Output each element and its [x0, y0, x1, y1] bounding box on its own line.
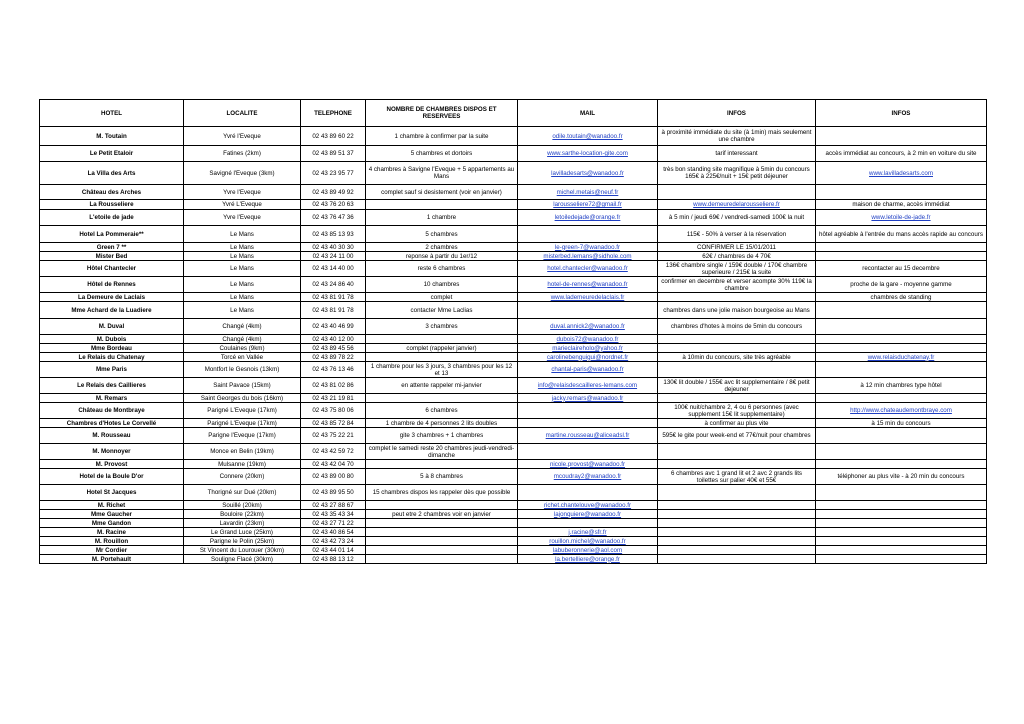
infos-2-cell: proche de la gare - moyenne gamme: [816, 277, 987, 293]
infos-1-cell: à 10min du concours, site très agréable: [658, 353, 816, 362]
infos-1-cell: [658, 537, 816, 546]
telephone-cell: 02 43 76 13 46: [301, 362, 366, 378]
header-hotel: HOTEL: [40, 100, 184, 127]
mail-cell[interactable]: michel.metais@neuf.fr: [518, 185, 658, 200]
infos-1-cell: [658, 335, 816, 344]
infos-1-cell: [658, 185, 816, 200]
chambres-cell: en attente rappeler mi-janvier: [366, 378, 518, 394]
telephone-cell: 02 43 75 22 21: [301, 428, 366, 444]
infos-2-cell: recontacter au 15 decembre: [816, 261, 987, 277]
localite-cell: Le Grand Luce (25km): [184, 528, 301, 537]
infos-1-cell: chambres d'hotes à moins de 5min du concours: [658, 319, 816, 335]
table-row: [40, 555, 987, 564]
hotel-name-cell: Château de Montbraye: [40, 403, 184, 419]
hotel-name-cell: La Villa des Arts: [40, 162, 184, 185]
chambres-cell: peut etre 2 chambres voir en janvier: [366, 510, 518, 519]
mail-cell[interactable]: lavilladesarts@wanadoo.fr: [518, 162, 658, 185]
infos-1-cell: confirmer en decembre et verser acompte 30% 119€ la chambre: [658, 277, 816, 293]
table-row: [40, 510, 987, 519]
infos-1-cell: chambres dans une jolie maison bourgeoise au Mans: [658, 302, 816, 319]
table-row: [40, 293, 987, 302]
mail-cell[interactable]: carolinebenguigui@nordnet.fr: [518, 353, 658, 362]
infos-1-cell: à confirmer au plus vite: [658, 419, 816, 428]
telephone-cell: 02 43 24 11 00: [301, 252, 366, 261]
infos-2-cell: [816, 319, 987, 335]
infos-1-cell: 100€ nuit/chambre 2, 4 ou 6 personnes (avec supplement 15€ lit supplementaire): [658, 403, 816, 419]
table-row: [40, 394, 987, 403]
mail-cell: [518, 444, 658, 460]
hotel-name-cell: M. Remars: [40, 394, 184, 403]
localite-cell: Le Mans: [184, 277, 301, 293]
chambres-cell: [366, 519, 518, 528]
mail-cell[interactable]: chantal-paris@wanadoo.fr: [518, 362, 658, 378]
chambres-cell: 5 à 8 chambres: [366, 469, 518, 485]
hotel-name-cell: M. Portehault: [40, 555, 184, 564]
chambres-cell: [366, 335, 518, 344]
localite-cell: Saint Pavace (15km): [184, 378, 301, 394]
telephone-cell: 02 43 85 72 84: [301, 419, 366, 428]
chambres-cell: reponse à partir du 1er/12: [366, 252, 518, 261]
chambres-cell: gite 3 chambres + 1 chambres: [366, 428, 518, 444]
chambres-cell: complet le samedi reste 20 chambres jeudi-vendredi-dimanche: [366, 444, 518, 460]
mail-cell: [518, 403, 658, 419]
localite-cell: Parigné L'Eveque (17km): [184, 403, 301, 419]
header-infos-2: INFOS: [816, 100, 987, 127]
localite-cell: Saint Georges du bois (16km): [184, 394, 301, 403]
chambres-cell: [366, 394, 518, 403]
infos-1-cell: à proximité immédiate du site (à 1min) mais seulement une chambre: [658, 127, 816, 146]
table-row: [40, 185, 987, 200]
mail-cell[interactable]: dubois72@wanadoo.fr: [518, 335, 658, 344]
infos-1-cell: [658, 501, 816, 510]
infos-1-cell: 595€ le gite pour week-end et 77€/nuit pour chambres: [658, 428, 816, 444]
chambres-cell: [366, 528, 518, 537]
table-row: [40, 428, 987, 444]
header-mail: MAIL: [518, 100, 658, 127]
header-telephone: TELEPHONE: [301, 100, 366, 127]
table-row: [40, 200, 987, 210]
infos-2-cell: [816, 243, 987, 252]
telephone-cell: 02 43 40 30 30: [301, 243, 366, 252]
mail-cell[interactable]: j.racine@sfr.fr: [518, 528, 658, 537]
hotel-name-cell: M. Rouillon: [40, 537, 184, 546]
mail-cell: [518, 419, 658, 428]
telephone-cell: 02 43 88 13 12: [301, 555, 366, 564]
telephone-cell: 02 43 75 80 06: [301, 403, 366, 419]
table-row: [40, 335, 987, 344]
table-row: [40, 344, 987, 353]
hotel-name-cell: Chambres d'Hotes Le Corvellé: [40, 419, 184, 428]
localite-cell: Le Mans: [184, 226, 301, 243]
localite-cell: Yvre l'Eveque: [184, 185, 301, 200]
chambres-cell: 10 chambres: [366, 277, 518, 293]
localite-cell: Yvré L'Eveque: [184, 200, 301, 210]
infos-2-cell: accès immédiat au concours, à 2 min en voiture du site: [816, 146, 987, 162]
hotel-name-cell: Le Relais des Caillieres: [40, 378, 184, 394]
hotel-name-cell: Mme Gandon: [40, 519, 184, 528]
infos-1-cell: [658, 519, 816, 528]
hotel-name-cell: M. Rousseau: [40, 428, 184, 444]
infos-2-cell: [816, 185, 987, 200]
telephone-cell: 02 43 40 86 54: [301, 528, 366, 537]
localite-cell: Savigné l'Eveque (3km): [184, 162, 301, 185]
infos-2-cell: [816, 444, 987, 460]
telephone-cell: 02 43 81 91 78: [301, 293, 366, 302]
infos-1-cell: 136€ chambre single / 159€ double / 170€ chambre superieure / 215€ la suite: [658, 261, 816, 277]
localite-cell: Changé (4km): [184, 319, 301, 335]
header-chambres: NOMBRE DE CHAMBRES DISPOS ET RESERVEES: [366, 100, 518, 127]
table-row: [40, 444, 987, 460]
hotel-name-cell: M. Richet: [40, 501, 184, 510]
localite-cell: Le Mans: [184, 302, 301, 319]
infos-1-cell: 115€ - 50% à verser à la réservation: [658, 226, 816, 243]
infos-2-cell: à 15 min du concours: [816, 419, 987, 428]
mail-cell[interactable]: richet.chantelouve@wanadoo.fr: [518, 501, 658, 510]
table-row: [40, 127, 987, 146]
hotel-name-cell: Le Petit Etaloir: [40, 146, 184, 162]
infos-2-cell: [816, 252, 987, 261]
table-row: [40, 319, 987, 335]
infos-2-cell: maison de charme, accès immédiat: [816, 200, 987, 210]
infos-1-cell: [658, 510, 816, 519]
infos-1-cell: [658, 460, 816, 469]
infos-1-cell: [658, 528, 816, 537]
table-row: [40, 485, 987, 501]
chambres-cell: 1 chambre: [366, 210, 518, 226]
telephone-cell: 02 43 35 43 34: [301, 510, 366, 519]
infos-2-cell[interactable]: www.letoile-de-jade.fr: [816, 210, 987, 226]
hotel-name-cell: Hôtel de Rennes: [40, 277, 184, 293]
mail-cell[interactable]: labuberonnerie@aol.com: [518, 546, 658, 555]
table-row: [40, 537, 987, 546]
infos-2-cell: [816, 428, 987, 444]
header-localite: LOCALITE: [184, 100, 301, 127]
hotel-name-cell: Château des Arches: [40, 185, 184, 200]
infos-2-cell: [816, 394, 987, 403]
telephone-cell: 02 43 85 13 93: [301, 226, 366, 243]
infos-2-cell: [816, 460, 987, 469]
telephone-cell: 02 43 40 12 00: [301, 335, 366, 344]
infos-1-cell: tarif interessant: [658, 146, 816, 162]
table-row: [40, 302, 987, 319]
infos-1-cell: 6 chambres avc 1 grand lit et 2 avc 2 grands lits toilettes sur palier 40€ et 55€: [658, 469, 816, 485]
hotel-name-cell: M. Monnoyer: [40, 444, 184, 460]
chambres-cell: 1 chambre de 4 personnes 2 lits doubles: [366, 419, 518, 428]
hotel-table: [39, 99, 987, 564]
telephone-cell: 02 43 14 40 00: [301, 261, 366, 277]
infos-1-cell: à 5 min / jeudi 69€ / vendredi-samedi 100€ la nuit: [658, 210, 816, 226]
infos-2-cell: [816, 501, 987, 510]
mail-cell[interactable]: martine.rousseau@aliceadsl.fr: [518, 428, 658, 444]
infos-1-cell: [658, 394, 816, 403]
localite-cell: Parigné L'Eveque (17km): [184, 419, 301, 428]
hotel-name-cell: M. Racine: [40, 528, 184, 537]
header-row: [40, 100, 987, 127]
mail-cell: [518, 485, 658, 501]
table-row: [40, 528, 987, 537]
mail-cell[interactable]: le-green-7@wanadoo.fr: [518, 243, 658, 252]
infos-2-cell: chambres de standing: [816, 293, 987, 302]
hotel-name-cell: L'etoile de jade: [40, 210, 184, 226]
table-row: [40, 419, 987, 428]
telephone-cell: 02 43 89 49 92: [301, 185, 366, 200]
table-row: [40, 378, 987, 394]
mail-cell[interactable]: hotel-de-rennes@wanadoo.fr: [518, 277, 658, 293]
table-row: [40, 353, 987, 362]
header-infos-1: INFOS: [658, 100, 816, 127]
infos-1-cell: [658, 444, 816, 460]
localite-cell: Souillé (20km): [184, 501, 301, 510]
telephone-cell: 02 43 81 91 78: [301, 302, 366, 319]
hotel-name-cell: Mme Gaucher: [40, 510, 184, 519]
table-row: [40, 519, 987, 528]
mail-cell[interactable]: mcoudray2@wanadoo.fr: [518, 469, 658, 485]
telephone-cell: 02 43 42 59 72: [301, 444, 366, 460]
mail-cell: [518, 226, 658, 243]
hotel-name-cell: M. Dubois: [40, 335, 184, 344]
table-row: [40, 162, 987, 185]
mail-cell[interactable]: www.lademeuredelaclais.fr: [518, 293, 658, 302]
chambres-cell: [366, 555, 518, 564]
table-row: [40, 501, 987, 510]
mail-cell[interactable]: www.sarthe-location-gite.com: [518, 146, 658, 162]
infos-2-cell: hôtel agréable à l'entrée du mans accès rapide au concours: [816, 226, 987, 243]
chambres-cell: [366, 353, 518, 362]
mail-cell[interactable]: marieclaireholo@yahoo.fr: [518, 344, 658, 353]
hotel-name-cell: M. Provost: [40, 460, 184, 469]
table-row: [40, 226, 987, 243]
telephone-cell: 02 43 89 45 56: [301, 344, 366, 353]
localite-cell: Yvré l'Eveque: [184, 127, 301, 146]
chambres-cell: 2 chambres: [366, 243, 518, 252]
infos-1-cell: [658, 485, 816, 501]
chambres-cell: [366, 200, 518, 210]
localite-cell: Le Mans: [184, 243, 301, 252]
infos-2-cell: [816, 546, 987, 555]
infos-2-cell: [816, 555, 987, 564]
infos-2-cell: [816, 519, 987, 528]
chambres-cell: complet: [366, 293, 518, 302]
table-row: [40, 546, 987, 555]
localite-cell: Coulaines (9km): [184, 344, 301, 353]
mail-cell[interactable]: misterbed.lemans@sidhole.com: [518, 252, 658, 261]
localite-cell: Monce en Belin (19km): [184, 444, 301, 460]
mail-cell[interactable]: duval.annick2@wanadoo.fr: [518, 319, 658, 335]
telephone-cell: 02 43 21 19 81: [301, 394, 366, 403]
table-row: [40, 403, 987, 419]
telephone-cell: 02 43 81 02 86: [301, 378, 366, 394]
infos-1-cell: 62€ / chambres de 4 70€: [658, 252, 816, 261]
hotel-name-cell: Mr Cordier: [40, 546, 184, 555]
telephone-cell: 02 43 24 86 40: [301, 277, 366, 293]
chambres-cell: 6 chambres: [366, 403, 518, 419]
telephone-cell: 02 43 89 60 22: [301, 127, 366, 146]
localite-cell: Le Mans: [184, 252, 301, 261]
localite-cell: Yvre l'Eveque: [184, 210, 301, 226]
chambres-cell: [366, 501, 518, 510]
hotel-name-cell: Hôtel Chantecler: [40, 261, 184, 277]
hotel-name-cell: Green 7 **: [40, 243, 184, 252]
infos-1-cell: CONFIRMER LE 15/01/2011: [658, 243, 816, 252]
hotel-name-cell: Hotel La Pommeraie**: [40, 226, 184, 243]
telephone-cell: 02 43 40 46 99: [301, 319, 366, 335]
chambres-cell: 15 chambres dispos les rappeler dès que possible: [366, 485, 518, 501]
telephone-cell: 02 43 89 51 37: [301, 146, 366, 162]
table-row: [40, 277, 987, 293]
infos-2-cell: [816, 344, 987, 353]
localite-cell: Torcé en Vallée: [184, 353, 301, 362]
chambres-cell: reste 6 chambres: [366, 261, 518, 277]
mail-cell: [518, 302, 658, 319]
infos-2-cell: [816, 485, 987, 501]
telephone-cell: 02 43 89 95 50: [301, 485, 366, 501]
mail-cell[interactable]: hotel.chantecler@wanadoo.fr: [518, 261, 658, 277]
infos-2-cell[interactable]: http://www.chateaudemontbraye.com: [816, 403, 987, 419]
chambres-cell: 5 chambres: [366, 226, 518, 243]
chambres-cell: complet sauf si desistement (voir en janvier): [366, 185, 518, 200]
infos-1-cell: [658, 546, 816, 555]
infos-1-cell[interactable]: www.demeuredelarousseliere.fr: [658, 200, 816, 210]
infos-1-cell: [658, 555, 816, 564]
infos-2-cell: à 12 min chambres type hôtel: [816, 378, 987, 394]
hotel-name-cell: Hotel de la Boule D'or: [40, 469, 184, 485]
infos-2-cell[interactable]: www.lavilladesarts.com: [816, 162, 987, 185]
chambres-cell: [366, 460, 518, 469]
mail-cell[interactable]: jacky.remars@wanadoo.fr: [518, 394, 658, 403]
hotel-name-cell: Le Relais du Chatenay: [40, 353, 184, 362]
mail-cell[interactable]: odile.toutain@wanadoo.fr: [518, 127, 658, 146]
mail-cell: [518, 519, 658, 528]
mail-cell[interactable]: rouillon.michel@wanadoo.fr: [518, 537, 658, 546]
table-row: [40, 146, 987, 162]
table-row: [40, 243, 987, 252]
localite-cell: Le Mans: [184, 293, 301, 302]
hotel-name-cell: Mister Bed: [40, 252, 184, 261]
telephone-cell: 02 43 76 20 63: [301, 200, 366, 210]
table-row: [40, 362, 987, 378]
telephone-cell: 02 43 27 88 67: [301, 501, 366, 510]
telephone-cell: 02 43 27 71 22: [301, 519, 366, 528]
hotel-name-cell: M. Duval: [40, 319, 184, 335]
chambres-cell: 1 chambre pour les 3 jours, 3 chambres pour les 12 et 13: [366, 362, 518, 378]
infos-1-cell: [658, 362, 816, 378]
mail-cell[interactable]: info@relaisdescailleres-lemans.com: [518, 378, 658, 394]
localite-cell: Le Mans: [184, 261, 301, 277]
hotel-name-cell: M. Toutain: [40, 127, 184, 146]
localite-cell: Montfort le Gesnois (13km): [184, 362, 301, 378]
hotel-name-cell: Hotel St Jacques: [40, 485, 184, 501]
table-row: [40, 261, 987, 277]
telephone-cell: 02 43 42 04 70: [301, 460, 366, 469]
infos-2-cell: [816, 510, 987, 519]
localite-cell: Bouloire (22km): [184, 510, 301, 519]
localite-cell: St Vincent du Lourouer (30km): [184, 546, 301, 555]
hotel-name-cell: Mme Bordeau: [40, 344, 184, 353]
localite-cell: Fatines (2km): [184, 146, 301, 162]
localite-cell: Connere (20km): [184, 469, 301, 485]
chambres-cell: [366, 546, 518, 555]
telephone-cell: 02 43 23 95 77: [301, 162, 366, 185]
infos-2-cell: [816, 302, 987, 319]
infos-2-cell: [816, 127, 987, 146]
hotel-name-cell: La Demeure de Laclais: [40, 293, 184, 302]
mail-cell[interactable]: lajonquiere@wanadoo.fr: [518, 510, 658, 519]
infos-2-cell: [816, 362, 987, 378]
hotel-name-cell: La Rousseliere: [40, 200, 184, 210]
hotel-name-cell: Mme Achard de la Luadiere: [40, 302, 184, 319]
infos-1-cell: très bon standing site magnifique à 5min du concours 165€ à 225€/nuit + 15€ petit déjeuner: [658, 162, 816, 185]
hotel-name-cell: Mme Paris: [40, 362, 184, 378]
chambres-cell: 4 chambres à Savigne l'Eveque + 5 appartements au Mans: [366, 162, 518, 185]
mail-cell[interactable]: la.bertelliere@orange.fr: [518, 555, 658, 564]
chambres-cell: complet (rappeler janvier): [366, 344, 518, 353]
telephone-cell: 02 43 42 73 24: [301, 537, 366, 546]
infos-2-cell: [816, 528, 987, 537]
infos-1-cell: 130€ lit double / 155€ avc lit supplementaire / 8€ petit dejeuner: [658, 378, 816, 394]
localite-cell: Lavardin (23km): [184, 519, 301, 528]
telephone-cell: 02 43 89 00 80: [301, 469, 366, 485]
localite-cell: Parigne le Polin (25km): [184, 537, 301, 546]
localite-cell: Parigne l'Eveque (17km): [184, 428, 301, 444]
infos-2-cell: téléphoner au plus vite - à 20 min du concours: [816, 469, 987, 485]
chambres-cell: [366, 537, 518, 546]
mail-cell[interactable]: nicole.provost@wanadoo.fr: [518, 460, 658, 469]
mail-cell[interactable]: larousseliere72@gmail.fr: [518, 200, 658, 210]
infos-2-cell[interactable]: www.relaisduchatenay.fr: [816, 353, 987, 362]
table-row: [40, 469, 987, 485]
infos-1-cell: [658, 293, 816, 302]
localite-cell: Thorigné sur Dué (20km): [184, 485, 301, 501]
mail-cell[interactable]: letoiledejade@orange.fr: [518, 210, 658, 226]
infos-2-cell: [816, 335, 987, 344]
table-row: [40, 460, 987, 469]
infos-1-cell: [658, 344, 816, 353]
infos-2-cell: [816, 537, 987, 546]
chambres-cell: 5 chambres et dortoirs: [366, 146, 518, 162]
localite-cell: Mulsanne (19km): [184, 460, 301, 469]
telephone-cell: 02 43 76 47 36: [301, 210, 366, 226]
telephone-cell: 02 43 89 78 22: [301, 353, 366, 362]
localite-cell: Changé (4km): [184, 335, 301, 344]
localite-cell: Souligne Flacé (30km): [184, 555, 301, 564]
table-row: [40, 252, 987, 261]
table-body: [40, 127, 987, 564]
telephone-cell: 02 43 44 01 14: [301, 546, 366, 555]
chambres-cell: 3 chambres: [366, 319, 518, 335]
chambres-cell: 1 chambre à confirmer par la suite: [366, 127, 518, 146]
chambres-cell: contacter Mme Laclias: [366, 302, 518, 319]
table-row: [40, 210, 987, 226]
